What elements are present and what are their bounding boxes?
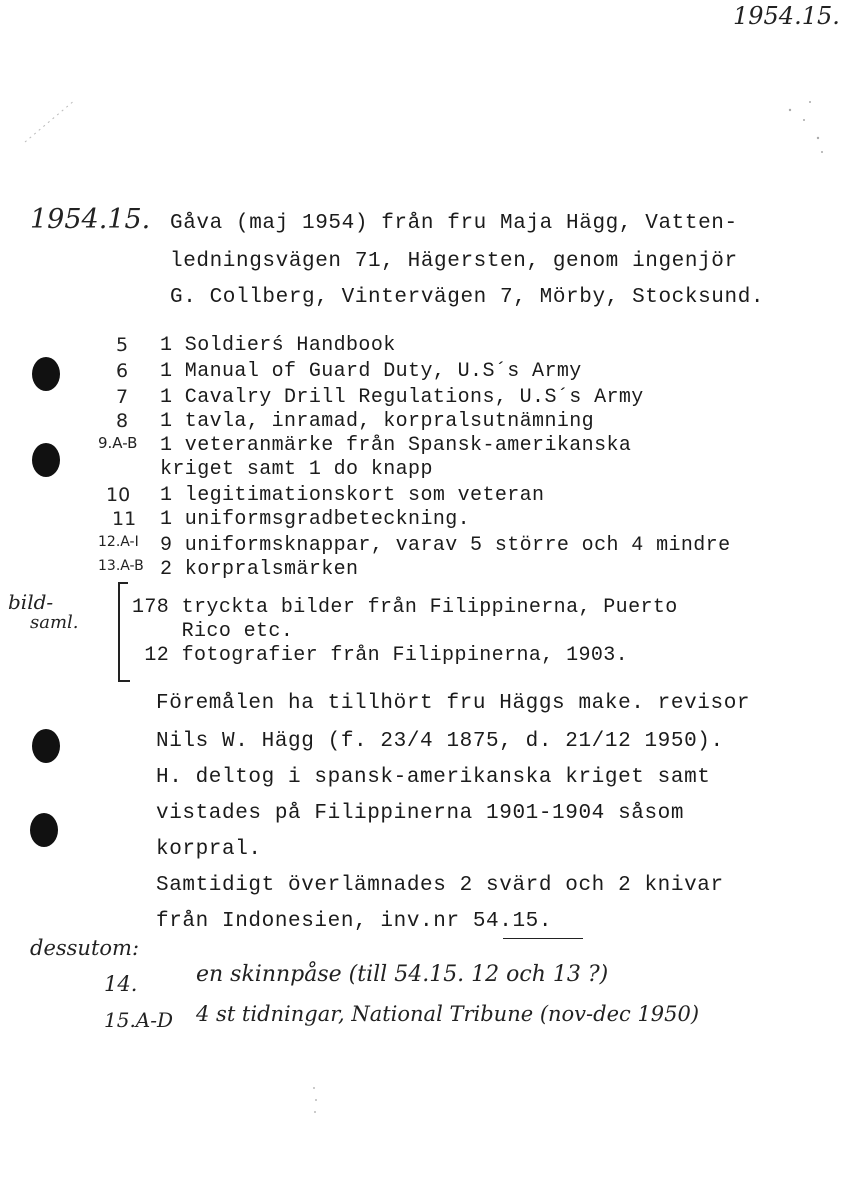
description-line: korpral.	[156, 838, 262, 861]
item-index: 12.A-I	[98, 534, 139, 550]
item-text: 1 tavla, inramad, korpralsutnämning	[160, 410, 595, 433]
item-index: 10	[106, 484, 131, 506]
extra-item-text: 4 st tidningar, National Tribune (nov-dec 1950)	[196, 1002, 700, 1026]
bild-bracket-foot	[118, 680, 130, 682]
item-text: 1 veteranmärke från Spansk-amerikanska	[160, 434, 632, 457]
dessutom-label: dessutom:	[30, 936, 140, 960]
description-line: H. deltog i spansk-amerikanska kriget samt	[156, 766, 711, 789]
top-right-number: 1954.15.	[733, 2, 840, 30]
corner-speck-marks	[770, 90, 840, 170]
extra-item-index: 15.A-D	[104, 1008, 174, 1032]
item-text: 2 korpralsmärken	[160, 558, 359, 581]
description-line: Föremålen ha tillhört fru Häggs make. revisor	[156, 692, 751, 715]
description-line: vistades på Filippinerna 1901-1904 såsom	[156, 802, 685, 825]
extra-item-index: 14.	[104, 972, 138, 996]
bild-item: Rico etc.	[132, 620, 294, 643]
saml-label: saml.	[30, 612, 79, 633]
bild-bracket	[118, 582, 120, 682]
item-index: 7	[116, 386, 129, 408]
punch-hole	[30, 813, 58, 847]
bild-label: bild-	[8, 590, 54, 614]
item-index: 8	[116, 410, 129, 432]
margin-speck-marks	[20, 90, 90, 150]
item-text: kriget samt 1 do knapp	[160, 458, 433, 481]
item-index: 6	[116, 360, 129, 382]
description-line: från Indonesien, inv.nr 54.15.	[156, 910, 553, 933]
bild-item: 12 fotografier från Filippinerna, 1903.	[132, 644, 629, 667]
bild-bracket-head	[118, 582, 128, 584]
item-text: 1 uniformsgradbeteckning.	[160, 508, 471, 531]
item-text: 1 Manual of Guard Duty, U.S´s Army	[160, 360, 582, 383]
item-index: 9.A-B	[98, 434, 138, 452]
extra-item-text: en skinnpåse (till 54.15. 12 och 13 ?)	[196, 962, 609, 987]
item-index: 11	[112, 508, 137, 530]
header-line-2: ledningsvägen 71, Hägersten, genom ingenjör	[170, 250, 738, 273]
bottom-speck-marks	[300, 1080, 340, 1120]
punch-hole	[32, 443, 60, 477]
item-text: 1 Soldierś Handbook	[160, 334, 396, 357]
item-text: 1 legitimationskort som veteran	[160, 484, 545, 507]
description-line: Samtidigt överlämnades 2 svärd och 2 knivar	[156, 874, 724, 897]
punch-hole	[32, 729, 60, 763]
item-text: 9 uniformsknappar, varav 5 större och 4 mindre	[160, 534, 731, 557]
punch-hole	[32, 357, 60, 391]
item-index: 13.A-B	[98, 558, 144, 574]
inv-number-underline	[503, 938, 583, 939]
bild-item: 178 tryckta bilder från Filippinerna, Puerto	[132, 596, 678, 619]
item-text: 1 Cavalry Drill Regulations, U.S´s Army	[160, 386, 644, 409]
header-line-1: Gåva (maj 1954) från fru Maja Hägg, Vatten-	[170, 212, 738, 235]
accession-number: 1954.15.	[30, 204, 151, 235]
description-line: Nils W. Hägg (f. 23/4 1875, d. 21/12 1950).	[156, 730, 724, 753]
header-line-3: G. Collberg, Vintervägen 7, Mörby, Stocksund.	[170, 286, 765, 309]
item-index: 5	[116, 334, 129, 356]
